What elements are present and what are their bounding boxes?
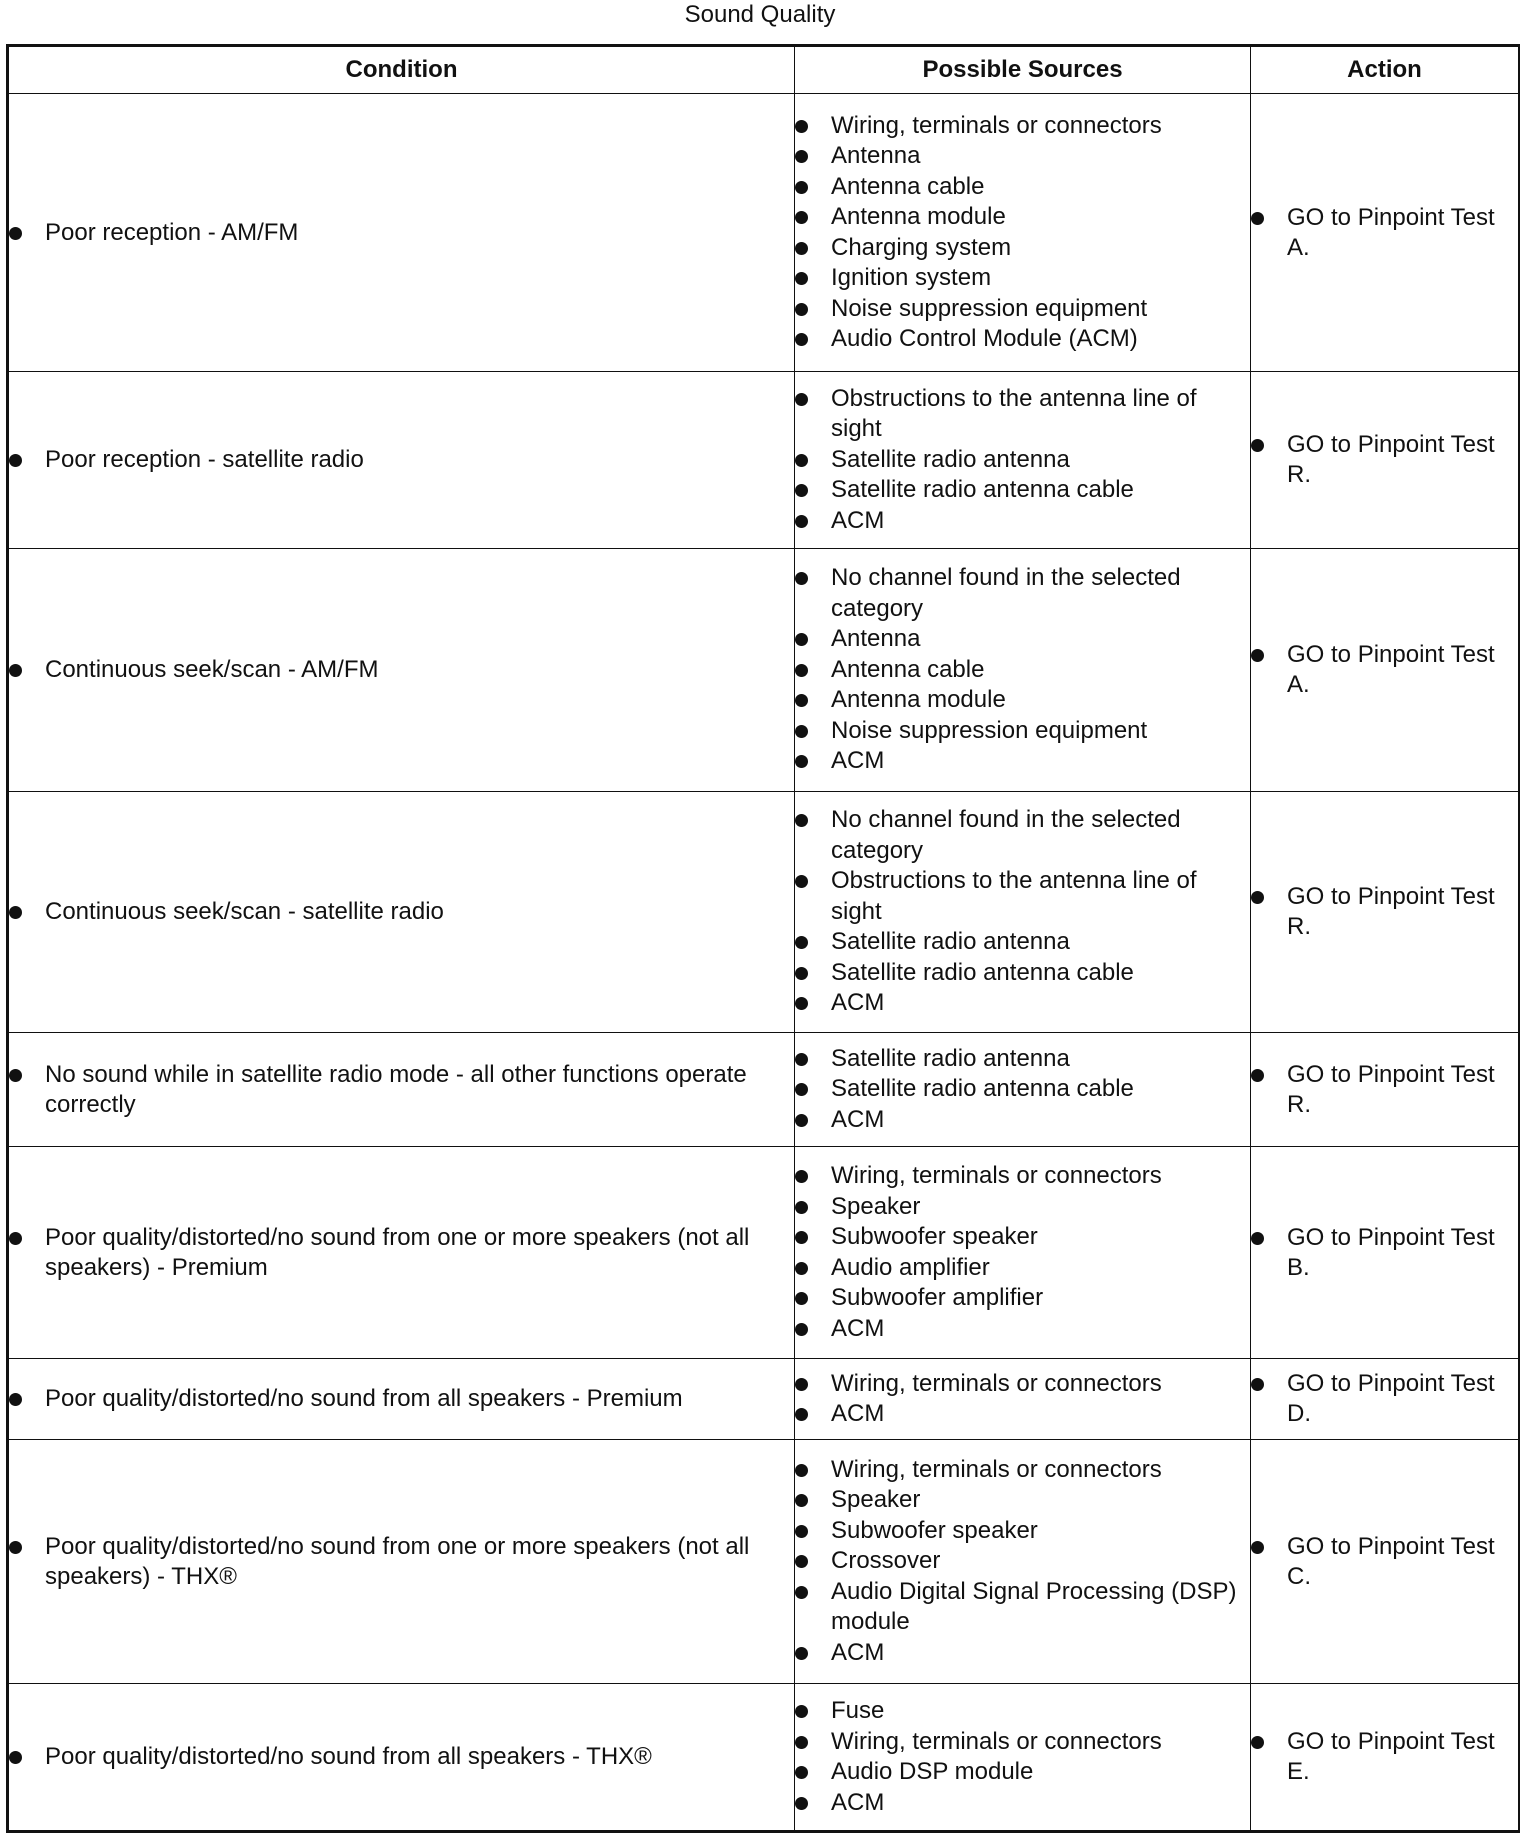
list-item	[9, 445, 794, 475]
bullet-icon	[795, 484, 808, 497]
list-item	[795, 1161, 1250, 1192]
bullet-icon	[1251, 439, 1264, 452]
bullet-icon	[1251, 212, 1264, 225]
possible-sources-cell	[795, 792, 1251, 1033]
bullet-icon	[795, 120, 808, 133]
condition-cell	[8, 94, 795, 372]
table-row	[8, 1684, 1520, 1832]
possible-sources-list	[795, 1161, 1250, 1344]
bullet-icon	[795, 1292, 808, 1305]
bullet-icon	[795, 1053, 808, 1066]
list-item	[795, 624, 1250, 655]
possible-source-text: Noise suppression equipment	[831, 294, 1148, 322]
condition-cell	[8, 372, 795, 549]
list-item	[9, 218, 794, 248]
bullet-icon	[795, 150, 808, 163]
possible-source-text: Satellite radio antenna cable	[831, 1075, 1134, 1103]
bullet-icon	[795, 633, 808, 646]
condition-cell-text: Continuous seek/scan - satellite radio	[45, 898, 444, 925]
possible-source-text: Wiring, terminals or connectors	[831, 1369, 1162, 1397]
action-cell-list	[1251, 1369, 1518, 1429]
bullet-icon	[795, 1378, 808, 1391]
possible-source-text: ACM	[831, 1638, 885, 1666]
bullet-icon	[795, 936, 808, 949]
action-cell-list	[1251, 1060, 1518, 1120]
table-row	[8, 94, 1520, 372]
action-cell-list	[1251, 1727, 1518, 1787]
possible-sources-cell	[795, 1359, 1251, 1440]
bullet-icon	[795, 1797, 808, 1810]
bullet-icon	[795, 211, 808, 224]
possible-source-text: Antenna module	[831, 686, 1006, 714]
possible-source-text: Crossover	[831, 1547, 941, 1575]
list-item	[795, 1314, 1250, 1345]
list-item	[9, 1532, 794, 1592]
list-item	[795, 1696, 1250, 1727]
possible-source-text: Wiring, terminals or connectors	[831, 1162, 1162, 1189]
possible-sources-list	[795, 1369, 1250, 1430]
condition-cell-text: Poor quality/distorted/no sound from one or more speakers (not all speakers) - Premium	[45, 1223, 750, 1281]
bullet-icon	[1251, 1232, 1264, 1245]
condition-cell	[8, 792, 795, 1033]
condition-cell	[8, 1033, 795, 1147]
bullet-icon	[795, 1705, 808, 1718]
list-item	[795, 294, 1250, 325]
condition-cell-text: Poor reception - satellite radio	[45, 446, 364, 473]
possible-source-text: Satellite radio antenna cable	[831, 958, 1134, 986]
list-item	[795, 1044, 1250, 1075]
condition-cell	[8, 1147, 795, 1359]
list-item	[795, 1222, 1250, 1253]
bullet-icon	[795, 1262, 808, 1275]
header-possible-sources: Possible Sources	[795, 46, 1251, 94]
action-cell	[1251, 1684, 1520, 1832]
bullet-icon	[795, 1170, 808, 1183]
list-item	[795, 1455, 1250, 1486]
possible-source-text: Antenna cable	[831, 655, 985, 683]
action-cell	[1251, 792, 1520, 1033]
condition-cell	[8, 1440, 795, 1684]
possible-sources-list	[795, 1044, 1250, 1136]
list-item	[795, 172, 1250, 203]
table-caption: Sound Quality	[684, 1, 836, 28]
bullet-icon	[795, 1083, 808, 1096]
possible-source-text: Audio Control Module (ACM)	[831, 325, 1138, 352]
bullet-icon	[1251, 649, 1264, 662]
action-cell-text: GO to Pinpoint Test R.	[1287, 883, 1495, 940]
bullet-icon	[795, 755, 808, 768]
bullet-icon	[9, 1393, 22, 1406]
list-item	[9, 1742, 794, 1772]
condition-cell-list	[9, 1223, 794, 1283]
action-cell-list	[1251, 882, 1518, 942]
list-item	[795, 1727, 1250, 1758]
possible-source-text: Antenna cable	[831, 172, 985, 200]
bullet-icon	[795, 814, 808, 827]
list-item	[795, 475, 1250, 506]
action-cell-text: GO to Pinpoint Test A.	[1287, 203, 1495, 261]
list-item	[795, 1253, 1250, 1284]
condition-cell-list	[9, 1384, 794, 1414]
bullet-icon	[795, 725, 808, 738]
possible-source-text: Noise suppression equipment	[831, 716, 1148, 744]
possible-sources-list	[795, 1696, 1250, 1818]
list-item	[795, 1074, 1250, 1105]
condition-cell-list	[9, 1532, 794, 1592]
bullet-icon	[9, 1232, 22, 1245]
possible-source-text: Satellite radio antenna cable	[831, 476, 1134, 504]
condition-cell	[8, 1359, 795, 1440]
possible-source-text: Antenna	[831, 625, 921, 653]
list-item	[795, 1105, 1250, 1136]
list-item	[1251, 1060, 1518, 1120]
bullet-icon	[795, 515, 808, 528]
possible-source-text: Speaker	[831, 1486, 921, 1514]
action-cell	[1251, 1033, 1520, 1147]
condition-cell-text: Continuous seek/scan - AM/FM	[45, 656, 379, 683]
condition-cell-text: Poor quality/distorted/no sound from all speakers - THX®	[45, 1743, 652, 1770]
possible-source-text: ACM	[831, 747, 885, 775]
possible-source-text: Ignition system	[831, 264, 992, 291]
bullet-icon	[9, 227, 22, 240]
header-action: Action	[1251, 46, 1520, 94]
bullet-icon	[795, 1525, 808, 1538]
bullet-icon	[795, 1736, 808, 1749]
possible-sources-cell	[795, 1684, 1251, 1832]
list-item	[795, 324, 1250, 355]
action-cell-text: GO to Pinpoint Test A.	[1287, 641, 1495, 698]
possible-source-text: Obstructions to the antenna line of sight	[831, 867, 1197, 925]
possible-source-text: Audio DSP module	[831, 1758, 1034, 1785]
action-cell-list	[1251, 640, 1518, 700]
action-cell	[1251, 1147, 1520, 1359]
bullet-icon	[795, 242, 808, 255]
list-item	[795, 655, 1250, 686]
action-cell-text: GO to Pinpoint Test R.	[1287, 1060, 1495, 1118]
possible-source-text: ACM	[831, 989, 885, 1017]
list-item	[795, 263, 1250, 294]
bullet-icon	[795, 1464, 808, 1477]
bullet-icon	[9, 454, 22, 467]
action-cell-list	[1251, 203, 1518, 263]
action-cell-text: GO to Pinpoint Test B.	[1287, 1223, 1495, 1281]
bullet-icon	[795, 1555, 808, 1568]
possible-sources-list	[795, 805, 1250, 1019]
bullet-icon	[1251, 1378, 1264, 1391]
list-item	[795, 1485, 1250, 1516]
list-item	[1251, 203, 1518, 263]
possible-source-text: No channel found in the selected category	[831, 806, 1181, 864]
bullet-icon	[795, 664, 808, 677]
header-row	[8, 46, 1520, 94]
bullet-icon	[795, 1114, 808, 1127]
bullet-icon	[795, 333, 808, 346]
possible-source-text: Wiring, terminals or connectors	[831, 111, 1162, 139]
list-item	[795, 1546, 1250, 1577]
possible-sources-list	[795, 563, 1250, 777]
bullet-icon	[795, 393, 808, 406]
condition-cell-list	[9, 897, 794, 927]
bullet-icon	[795, 181, 808, 194]
list-item	[795, 1283, 1250, 1314]
list-item	[1251, 1369, 1518, 1429]
bullet-icon	[9, 1541, 22, 1554]
list-item	[1251, 1532, 1518, 1592]
list-item	[795, 988, 1250, 1019]
list-item	[795, 685, 1250, 716]
possible-source-text: Audio amplifier	[831, 1253, 990, 1281]
action-cell-list	[1251, 1532, 1518, 1592]
possible-sources-list	[795, 1455, 1250, 1669]
action-cell	[1251, 1440, 1520, 1684]
list-item	[9, 655, 794, 685]
bullet-icon	[1251, 1541, 1264, 1554]
condition-cell-list	[9, 1742, 794, 1772]
possible-source-text: Subwoofer speaker	[831, 1223, 1038, 1250]
action-cell	[1251, 372, 1520, 549]
bullet-icon	[9, 1069, 22, 1082]
list-item	[795, 1192, 1250, 1223]
table-row	[8, 1033, 1520, 1147]
list-item	[795, 1399, 1250, 1430]
bullet-icon	[795, 572, 808, 585]
table-row	[8, 1440, 1520, 1684]
condition-cell-list	[9, 1060, 794, 1120]
possible-source-text: ACM	[831, 1788, 885, 1816]
condition-cell-text: Poor quality/distorted/no sound from one or more speakers (not all speakers) - THX®	[45, 1532, 750, 1590]
possible-source-text: Antenna module	[831, 203, 1006, 230]
bullet-icon	[9, 664, 22, 677]
list-item	[795, 506, 1250, 537]
list-item	[795, 1638, 1250, 1669]
condition-cell-text: Poor quality/distorted/no sound from all speakers - Premium	[45, 1385, 683, 1412]
condition-cell-list	[9, 655, 794, 685]
list-item	[795, 1577, 1250, 1638]
bullet-icon	[1251, 1736, 1264, 1749]
possible-source-text: Subwoofer amplifier	[831, 1284, 1044, 1311]
bullet-icon	[795, 1231, 808, 1244]
list-item	[795, 202, 1250, 233]
condition-cell	[8, 1684, 795, 1832]
condition-cell-list	[9, 218, 794, 248]
bullet-icon	[795, 303, 808, 316]
bullet-icon	[9, 906, 22, 919]
bullet-icon	[795, 1586, 808, 1599]
possible-sources-cell	[795, 1440, 1251, 1684]
list-item	[795, 1788, 1250, 1819]
action-cell	[1251, 549, 1520, 792]
possible-source-text: ACM	[831, 1400, 885, 1427]
bullet-icon	[9, 1751, 22, 1764]
table-row	[8, 1147, 1520, 1359]
action-cell	[1251, 1359, 1520, 1440]
condition-cell	[8, 549, 795, 792]
bullet-icon	[1251, 1069, 1264, 1082]
possible-source-text: No channel found in the selected category	[831, 564, 1181, 622]
possible-sources-cell	[795, 1033, 1251, 1147]
bullet-icon	[795, 997, 808, 1010]
list-item	[795, 927, 1250, 958]
possible-source-text: ACM	[831, 506, 885, 534]
possible-sources-list	[795, 111, 1250, 355]
list-item	[795, 233, 1250, 264]
bullet-icon	[795, 967, 808, 980]
list-item	[795, 1369, 1250, 1400]
action-cell-text: GO to Pinpoint Test E.	[1287, 1728, 1495, 1785]
list-item	[1251, 430, 1518, 490]
bullet-icon	[1251, 891, 1264, 904]
bullet-icon	[795, 1408, 808, 1421]
possible-source-text: Satellite radio antenna	[831, 445, 1070, 473]
condition-cell-text: Poor reception - AM/FM	[45, 218, 299, 246]
list-item	[9, 1223, 794, 1283]
possible-source-text: Antenna	[831, 142, 921, 169]
action-cell-list	[1251, 430, 1518, 490]
possible-sources-cell	[795, 372, 1251, 549]
bullet-icon	[795, 1201, 808, 1214]
action-cell-text: GO to Pinpoint Test D.	[1287, 1370, 1495, 1427]
bullet-icon	[795, 1323, 808, 1336]
condition-cell-list	[9, 445, 794, 475]
possible-source-text: Satellite radio antenna	[831, 1044, 1070, 1072]
list-item	[795, 384, 1250, 445]
possible-source-text: Wiring, terminals or connectors	[831, 1727, 1162, 1755]
list-item	[795, 141, 1250, 172]
list-item	[795, 958, 1250, 989]
action-cell-text: GO to Pinpoint Test R.	[1287, 431, 1495, 488]
possible-sources-cell	[795, 94, 1251, 372]
condition-cell-text: No sound while in satellite radio mode - all other functions operate correctly	[45, 1060, 747, 1118]
possible-source-text: Wiring, terminals or connectors	[831, 1455, 1162, 1483]
table-row	[8, 372, 1520, 549]
bullet-icon	[795, 1494, 808, 1507]
bullet-icon	[795, 454, 808, 467]
list-item	[9, 1384, 794, 1414]
possible-source-text: ACM	[831, 1105, 885, 1133]
list-item	[795, 111, 1250, 142]
list-item	[795, 866, 1250, 927]
table-row	[8, 792, 1520, 1033]
list-item	[1251, 1727, 1518, 1787]
list-item	[795, 805, 1250, 866]
table-row	[8, 1359, 1520, 1440]
possible-source-text: Obstructions to the antenna line of sight	[831, 384, 1197, 443]
action-cell	[1251, 94, 1520, 372]
table-row	[8, 549, 1520, 792]
bullet-icon	[795, 272, 808, 285]
bullet-icon	[795, 1766, 808, 1779]
list-item	[1251, 1223, 1518, 1283]
possible-source-text: Satellite radio antenna	[831, 928, 1070, 956]
possible-sources-cell	[795, 549, 1251, 792]
possible-source-text: Charging system	[831, 233, 1012, 261]
list-item	[1251, 882, 1518, 942]
bullet-icon	[795, 875, 808, 888]
possible-source-text: ACM	[831, 1314, 885, 1342]
possible-source-text: Speaker	[831, 1192, 921, 1220]
bullet-icon	[795, 1647, 808, 1660]
sound-quality-table	[6, 44, 1520, 1833]
possible-source-text: Subwoofer speaker	[831, 1516, 1038, 1544]
possible-sources-list	[795, 384, 1250, 537]
list-item	[795, 1516, 1250, 1547]
bullet-icon	[795, 694, 808, 707]
list-item	[1251, 640, 1518, 700]
header-condition: Condition	[8, 46, 795, 94]
list-item	[795, 563, 1250, 624]
list-item	[795, 716, 1250, 747]
list-item	[795, 1757, 1250, 1788]
list-item	[795, 746, 1250, 777]
list-item	[795, 445, 1250, 476]
list-item	[9, 897, 794, 927]
table-body	[8, 94, 1520, 1832]
action-cell-text: GO to Pinpoint Test C.	[1287, 1532, 1495, 1590]
list-item	[9, 1060, 794, 1120]
action-cell-list	[1251, 1223, 1518, 1283]
possible-sources-cell	[795, 1147, 1251, 1359]
possible-source-text: Fuse	[831, 1697, 885, 1724]
possible-source-text: Audio Digital Signal Processing (DSP) module	[831, 1577, 1237, 1636]
